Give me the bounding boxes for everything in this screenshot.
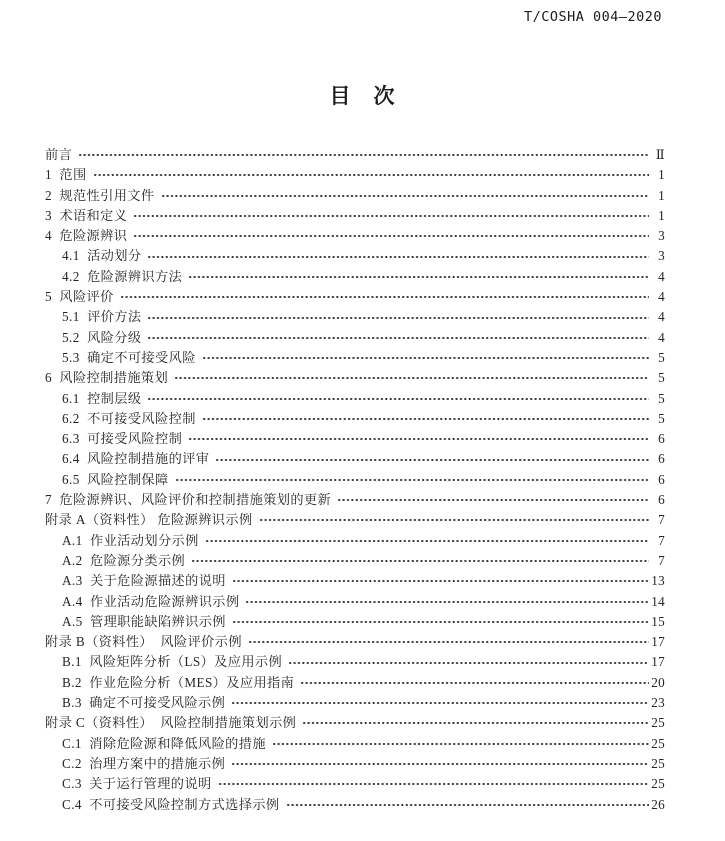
toc-entry-label: 5.1 评价方法 bbox=[62, 309, 142, 325]
toc-entry-label: C.3 关于运行管理的说明 bbox=[62, 776, 212, 792]
toc-entry bbox=[45, 754, 665, 774]
toc-entry bbox=[45, 389, 665, 409]
toc-entry bbox=[45, 449, 665, 469]
toc-entry bbox=[45, 652, 665, 672]
dot-leader bbox=[205, 534, 649, 548]
toc-entry-page: 4 bbox=[658, 268, 665, 284]
toc-entry-label: A.2 危险源分类示例 bbox=[62, 552, 186, 568]
toc-entry-label: C.2 治理方案中的措施示例 bbox=[62, 755, 226, 771]
toc-entry-label: 附录 A（资料性） 危险源辨识示例 bbox=[45, 512, 253, 528]
toc-entry-page: 6 bbox=[658, 471, 665, 487]
toc-entry-page: 13 bbox=[651, 573, 665, 589]
toc-entry-label: 7 危险源辨识、风险评价和控制措施策划的更新 bbox=[45, 492, 332, 508]
toc-entry bbox=[45, 206, 665, 226]
toc-entry-label: 5.2 风险分级 bbox=[62, 329, 142, 345]
doc-number: T/COSHA 004—2020 bbox=[523, 9, 662, 25]
toc-entry-page: 1 bbox=[658, 207, 665, 223]
dot-leader bbox=[302, 716, 649, 730]
dot-leader bbox=[231, 696, 649, 710]
toc-entry bbox=[45, 429, 665, 449]
toc-entry-page: 25 bbox=[651, 776, 665, 792]
toc-entry-label: 5.3 确定不可接受风险 bbox=[62, 349, 196, 365]
toc-entry-page: 7 bbox=[658, 552, 665, 568]
toc-entry bbox=[45, 571, 665, 591]
toc-entry-label: 6.3 可接受风险控制 bbox=[62, 431, 183, 447]
toc-entry-page: 25 bbox=[651, 755, 665, 771]
toc-entry bbox=[45, 328, 665, 348]
toc-entry-page: 6 bbox=[658, 431, 665, 447]
toc-entry bbox=[45, 490, 665, 510]
toc-entry-label: A.4 作业活动危险源辨识示例 bbox=[62, 593, 240, 609]
toc-entry-page: 1 bbox=[658, 187, 665, 203]
toc-entry bbox=[45, 246, 665, 266]
dot-leader bbox=[232, 615, 649, 629]
dot-leader bbox=[337, 493, 649, 507]
toc-entry-label: A.3 关于危险源描述的说明 bbox=[62, 573, 226, 589]
toc-entry-page: 1 bbox=[658, 167, 665, 183]
toc-entry bbox=[45, 165, 665, 185]
toc-entry bbox=[45, 510, 665, 530]
dot-leader bbox=[161, 189, 650, 203]
toc-entry-page: 5 bbox=[658, 370, 665, 386]
toc-entry-page: 5 bbox=[658, 390, 665, 406]
toc-entry bbox=[45, 409, 665, 429]
toc-entry bbox=[45, 267, 665, 287]
toc-entry-page: 7 bbox=[658, 532, 665, 548]
toc-entry-page: 4 bbox=[658, 289, 665, 305]
toc-entry-label: 附录 C（资料性） 风险控制措施策划示例 bbox=[45, 715, 297, 731]
toc-entry bbox=[45, 713, 665, 733]
dot-leader bbox=[232, 574, 649, 588]
dot-leader bbox=[191, 554, 649, 568]
toc-entry-label: 4 危险源辨识 bbox=[45, 228, 128, 244]
dot-leader bbox=[286, 798, 649, 812]
toc-entry bbox=[45, 693, 665, 713]
toc-entry-page: 26 bbox=[651, 796, 665, 812]
toc-entry-label: 5 风险评价 bbox=[45, 289, 114, 305]
dot-leader bbox=[288, 656, 649, 670]
toc-entry-label: B.1 风险矩阵分析（LS）及应用示例 bbox=[62, 654, 283, 670]
dot-leader bbox=[78, 148, 649, 162]
toc-entry-page: 3 bbox=[658, 248, 665, 264]
dot-leader bbox=[248, 635, 649, 649]
dot-leader bbox=[175, 473, 649, 487]
toc-entry-label: 6 风险控制措施策划 bbox=[45, 370, 169, 386]
dot-leader bbox=[147, 392, 649, 406]
dot-leader bbox=[218, 777, 649, 791]
dot-leader bbox=[259, 513, 649, 527]
toc-entry-label: 2 规范性引用文件 bbox=[45, 187, 155, 203]
toc-entry-page: 6 bbox=[658, 451, 665, 467]
toc-entry bbox=[45, 307, 665, 327]
toc-entry-label: 4.1 活动划分 bbox=[62, 248, 142, 264]
toc-entry bbox=[45, 612, 665, 632]
toc-entry-page: 5 bbox=[658, 349, 665, 365]
toc-entry-label: 前言 bbox=[45, 147, 73, 162]
toc-entry bbox=[45, 470, 665, 490]
dot-leader bbox=[147, 331, 649, 345]
toc-entry bbox=[45, 632, 665, 652]
dot-leader bbox=[147, 250, 649, 264]
dot-leader bbox=[300, 676, 649, 690]
toc-entry bbox=[45, 551, 665, 571]
toc-entry-page: 14 bbox=[651, 593, 665, 609]
toc-entry-page: 6 bbox=[658, 492, 665, 508]
dot-leader bbox=[245, 595, 649, 609]
toc-entry-label: 附录 B（资料性） 风险评价示例 bbox=[45, 634, 242, 650]
toc-entry bbox=[45, 673, 665, 693]
dot-leader bbox=[133, 209, 649, 223]
dot-leader bbox=[174, 371, 649, 385]
toc-entry bbox=[45, 186, 665, 206]
toc-entry bbox=[45, 734, 665, 754]
toc-entry bbox=[45, 348, 665, 368]
toc-entry-page: Ⅱ bbox=[655, 147, 665, 162]
dot-leader bbox=[147, 311, 649, 325]
toc-entry-label: 6.1 控制层级 bbox=[62, 390, 142, 406]
toc-entry-page: 5 bbox=[658, 410, 665, 426]
dot-leader bbox=[231, 757, 649, 771]
toc-entry-label: A.1 作业活动划分示例 bbox=[62, 532, 199, 548]
toc-entry-page: 23 bbox=[651, 695, 665, 711]
dot-leader bbox=[93, 168, 649, 182]
toc-entry bbox=[45, 795, 665, 815]
toc-entry-label: 4.2 危险源辨识方法 bbox=[62, 268, 183, 284]
toc-entry-label: B.2 作业危险分析（MES）及应用指南 bbox=[62, 674, 295, 690]
toc-entry-page: 4 bbox=[658, 309, 665, 325]
toc-entry-page: 7 bbox=[658, 512, 665, 528]
dot-leader bbox=[215, 453, 649, 467]
toc-entry-label: 6.2 不可接受风险控制 bbox=[62, 410, 196, 426]
dot-leader bbox=[202, 351, 649, 365]
dot-leader bbox=[272, 737, 649, 751]
toc-entry-page: 20 bbox=[651, 674, 665, 690]
toc-entry bbox=[45, 226, 665, 246]
toc-entry bbox=[45, 287, 665, 307]
toc-entry-page: 25 bbox=[651, 715, 665, 731]
toc-entry-label: A.5 管理职能缺陷辨识示例 bbox=[62, 613, 226, 629]
toc-entry-label: 6.4 风险控制措施的评审 bbox=[62, 451, 210, 467]
dot-leader bbox=[133, 229, 649, 243]
toc-entry-label: C.4 不可接受风险控制方式选择示例 bbox=[62, 796, 280, 812]
dot-leader bbox=[188, 432, 649, 446]
toc-entry-page: 15 bbox=[651, 613, 665, 629]
toc-entry-label: 1 范围 bbox=[45, 167, 87, 183]
toc-entry-page: 25 bbox=[651, 735, 665, 751]
dot-leader bbox=[202, 412, 649, 426]
dot-leader bbox=[120, 290, 649, 304]
toc-entry-page: 17 bbox=[651, 654, 665, 670]
toc-list bbox=[45, 145, 665, 815]
toc-entry bbox=[45, 774, 665, 794]
toc-entry bbox=[45, 145, 665, 165]
toc-entry-page: 4 bbox=[658, 329, 665, 345]
toc-entry bbox=[45, 368, 665, 388]
toc-entry-label: 3 术语和定义 bbox=[45, 207, 128, 223]
toc-entry-label: C.1 消除危险源和降低风险的措施 bbox=[62, 735, 266, 751]
toc-entry-label: B.3 确定不可接受风险示例 bbox=[62, 695, 226, 711]
toc-entry-page: 17 bbox=[651, 634, 665, 650]
toc-entry-page: 3 bbox=[658, 228, 665, 244]
toc-entry-label: 6.5 风险控制保障 bbox=[62, 471, 169, 487]
toc-entry bbox=[45, 531, 665, 551]
page-title: 目 次 bbox=[329, 84, 396, 108]
dot-leader bbox=[188, 270, 649, 284]
toc-entry bbox=[45, 592, 665, 612]
